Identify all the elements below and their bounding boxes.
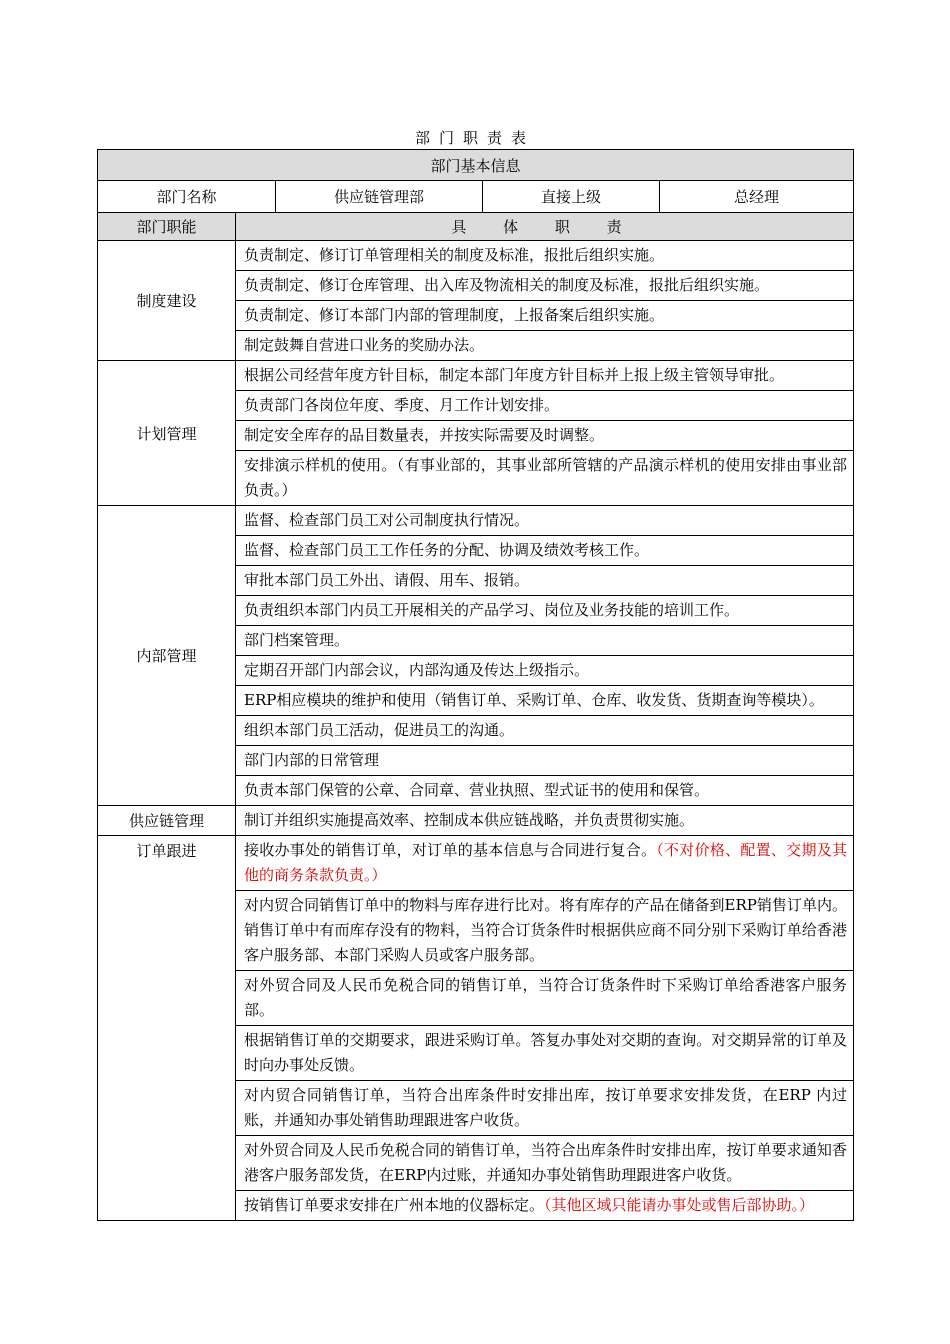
duty-item: 制定鼓舞自营进口业务的奖励办法。 [236, 331, 854, 361]
duty-item: 负责本部门保管的公章、合同章、营业执照、型式证书的使用和保管。 [236, 776, 854, 806]
category-dingdan: 订单跟进 [98, 836, 236, 1221]
duty-item: 定期召开部门内部会议，内部沟通及传达上级指示。 [236, 656, 854, 686]
duties-label: 具 体 职 责 [236, 213, 854, 241]
duty-item: 监督、检查部门员工工作任务的分配、协调及绩效考核工作。 [236, 536, 854, 566]
duty-item: 对内贸合同销售订单，当符合出库条件时安排出库，按订单要求安排发货，在ERP 内过账，并通知办事处销售助理跟进客户收货。 [236, 1081, 854, 1136]
duty-item: 根据销售订单的交期要求，跟进采购订单。答复办事处对交期的查询。对交期异常的订单及时向办事处反馈。 [236, 1026, 854, 1081]
basic-info-row [98, 181, 854, 213]
duty-text: 接收办事处的销售订单，对订单的基本信息与合同进行复合。 [244, 841, 657, 859]
function-header-row [98, 213, 854, 241]
duty-item: 组织本部门员工活动，促进员工的沟通。 [236, 716, 854, 746]
duty-item [236, 1191, 854, 1221]
duty-item: 制定安全库存的品目数量表，并按实际需要及时调整。 [236, 421, 854, 451]
superior-value: 总经理 [660, 181, 854, 213]
duty-item: 对内贸合同销售订单中的物料与库存进行比对。将有库存的产品在储备到ERP销售订单内。销售订单中有而库存没有的物料，当符合订货条件时根据供应商不同分别下采购订单给香港客户服务部、本部门采购人员或客户服务部。 [236, 891, 854, 971]
duty-item: 对外贸合同及人民币免税合同的销售订单，当符合出库条件时安排出库，按订单要求通知香港客户服务部发货，在ERP内过账，并通知办事处销售助理跟进客户收货。 [236, 1136, 854, 1191]
duty-item: 部门档案管理。 [236, 626, 854, 656]
duty-item: 审批本部门员工外出、请假、用车、报销。 [236, 566, 854, 596]
category-gongying: 供应链管理 [98, 806, 236, 836]
duty-item: 负责制定、修订本部门内部的管理制度，上报备案后组织实施。 [236, 301, 854, 331]
function-label: 部门职能 [98, 213, 236, 241]
superior-label: 直接上级 [483, 181, 660, 213]
document-title: 部门职责表 [414, 129, 535, 147]
duty-text: 按销售订单要求安排在广州本地的仪器标定。 [244, 1196, 545, 1214]
category-zhidu: 制度建设 [98, 241, 236, 361]
basic-info-header: 部门基本信息 [98, 150, 854, 181]
duty-item: 负责组织本部门内员工开展相关的产品学习、岗位及业务技能的培训工作。 [236, 596, 854, 626]
duty-note-red: （不对价格、配置、交期及其他的商务条款负责。） [244, 841, 847, 884]
duty-item: 负责部门各岗位年度、季度、月工作计划安排。 [236, 391, 854, 421]
duty-item: 根据公司经营年度方针目标，制定本部门年度方针目标并上报上级主管领导审批。 [236, 361, 854, 391]
duty-item: 监督、检查部门员工对公司制度执行情况。 [236, 506, 854, 536]
duty-item: 对外贸合同及人民币免税合同的销售订单，当符合订货条件时下采购订单给香港客户服务部。 [236, 971, 854, 1026]
duty-item: 部门内部的日常管理 [236, 746, 854, 776]
duties-table [97, 149, 854, 1221]
duty-item: 制订并组织实施提高效率、控制成本供应链战略，并负责贯彻实施。 [236, 806, 854, 836]
duty-item [236, 836, 854, 891]
duty-item: 负责制定、修订仓库管理、出入库及物流相关的制度及标准，报批后组织实施。 [236, 271, 854, 301]
duty-item: ERP相应模块的维护和使用（销售订单、采购订单、仓库、收发货、货期查询等模块）。 [236, 686, 854, 716]
dept-name-value: 供应链管理部 [276, 181, 483, 213]
category-jihua: 计划管理 [98, 361, 236, 506]
duty-item: 负责制定、修订订单管理相关的制度及标准，报批后组织实施。 [236, 241, 854, 271]
dept-name-label: 部门名称 [98, 181, 276, 213]
duty-item: 安排演示样机的使用。（有事业部的，其事业部所管辖的产品演示样机的使用安排由事业部负责。） [236, 451, 854, 506]
duty-note-red: （其他区域只能请办事处或售后部协助。） [544, 1196, 815, 1214]
category-neibu: 内部管理 [98, 506, 236, 806]
